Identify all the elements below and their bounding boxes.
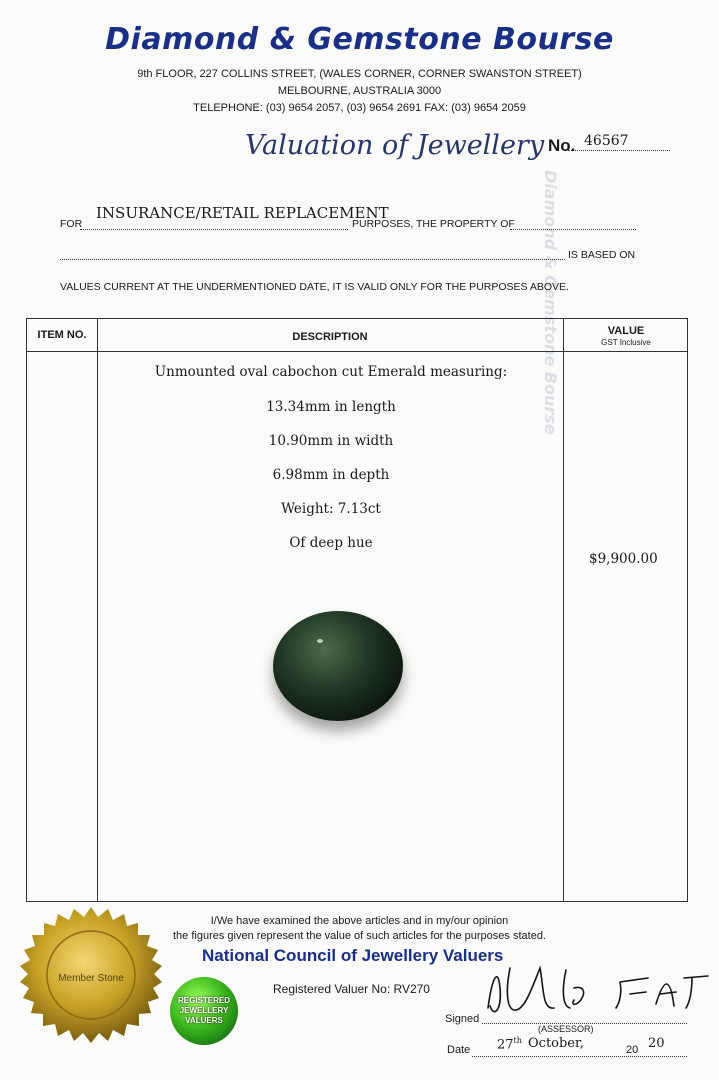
registered-valuers-seal-icon [170, 977, 238, 1045]
assessor-label: (ASSESSOR) [538, 1024, 594, 1034]
address-line-2: MELBOURNE, AUSTRALIA 3000 [277, 85, 442, 97]
date-month: October, [528, 1036, 584, 1051]
based-on-text: IS BASED ON [568, 249, 636, 261]
description-line: Unmounted oval cabochon cut Emerald measuring: [154, 364, 508, 380]
document-title: Valuation of Jewellery [245, 130, 545, 161]
side-watermark: Diamond & Gemstone Bourse [541, 170, 560, 435]
date-line [472, 1056, 687, 1057]
column-divider-1 [97, 319, 98, 901]
certificate-number-line [568, 150, 670, 151]
signed-label: Signed [445, 1013, 480, 1025]
value-amount: $9,900.00 [589, 551, 658, 567]
green-seal-text: REGISTERED JEWELLERY VALUERS [177, 996, 230, 1025]
council-name: National Council of Jewellery Valuers [202, 946, 504, 965]
company-name: Diamond & Gemstone Bourse [105, 22, 614, 57]
date-day: 27th [497, 1036, 522, 1053]
signature-icon [470, 948, 710, 1028]
certificate-number-label: No. [548, 136, 576, 155]
purpose-value: INSURANCE/RETAIL REPLACEMENT [96, 204, 389, 222]
col-header-item: ITEM NO. [37, 329, 87, 341]
contact-line: TELEPHONE: (03) 9654 2057, (03) 9654 2691 FAX: (03) 9654 2059 [193, 102, 526, 114]
certificate-number: 46567 [584, 133, 629, 149]
valuation-table [26, 318, 688, 902]
description-line: Weight: 7.13ct [281, 501, 381, 517]
date-day-suffix: th [513, 1036, 522, 1045]
gold-seal-icon [18, 905, 164, 1051]
opinion-line-2: the figures given represent the value of such articles for the purposes stated. [173, 930, 546, 942]
description-line: 13.34mm in length [266, 399, 396, 415]
registered-valuer: Registered Valuer No: RV270 [273, 982, 430, 996]
description-line: Of deep hue [289, 535, 373, 551]
owner-dotted-line [60, 259, 565, 260]
date-century: 20 [626, 1044, 639, 1056]
purpose-dotted-line [80, 229, 348, 230]
opinion-line-1: I/We have examined the above articles and in my/our opinion [210, 915, 509, 927]
emerald-photo [273, 611, 403, 721]
for-label: FOR [60, 218, 83, 230]
col-header-value: VALUE [607, 325, 645, 337]
date-year: 20 [648, 1036, 665, 1051]
column-divider-2 [563, 319, 564, 901]
date-label: Date [447, 1044, 471, 1056]
gold-seal-text: Member Stone [58, 973, 124, 984]
description-line: 6.98mm in depth [272, 467, 390, 483]
col-header-description: DESCRIPTION [292, 331, 368, 343]
col-header-value-sub: GST Inclusive [601, 338, 651, 347]
property-dotted-line [510, 229, 636, 230]
emerald-highlight [317, 639, 323, 643]
validity-text: VALUES CURRENT AT THE UNDERMENTIONED DATE, IT IS VALID ONLY FOR THE PURPOSES ABOVE. [60, 281, 569, 293]
description-line: 10.90mm in width [268, 433, 394, 449]
purposes-text: PURPOSES, THE PROPERTY OF [352, 218, 515, 230]
header-divider [27, 351, 687, 352]
address-line-1: 9th FLOOR, 227 COLLINS STREET, (WALES CORNER, CORNER SWANSTON STREET) [137, 68, 582, 80]
